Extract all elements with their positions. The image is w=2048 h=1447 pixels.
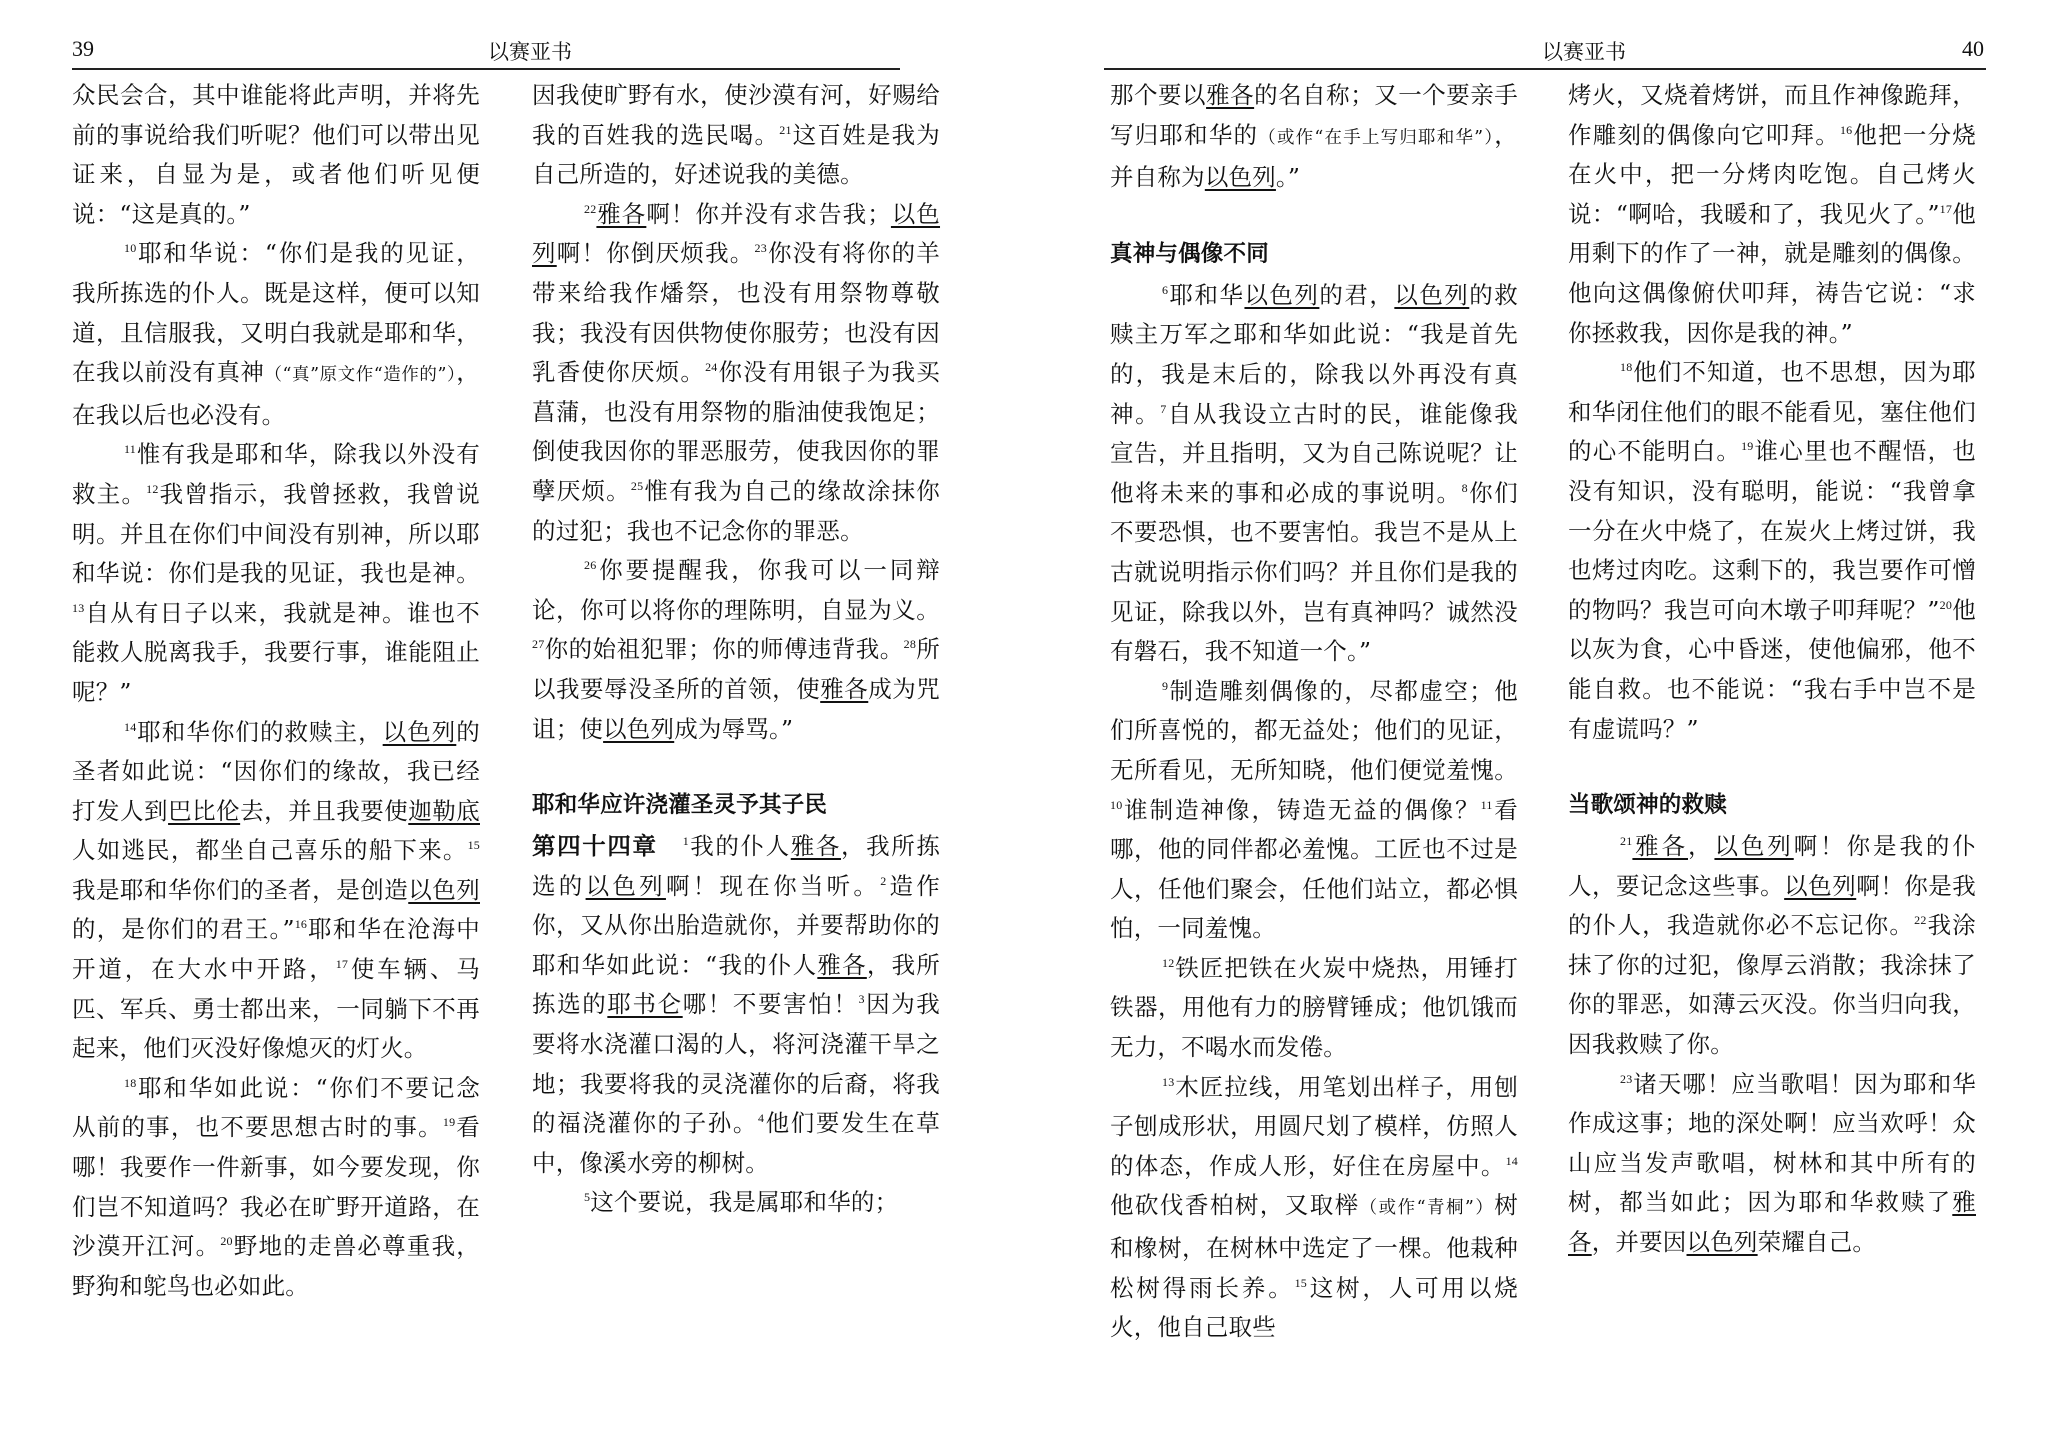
paragraph: $^{13}$木匠拉线，用笔划出样子，用刨子刨成形状，用圆尺划了模样，仿照人的体态，作成人形，好住在房屋中。$^{14}$他砍伐香柏树，又取榉（或作“青桐”）树和橡树，在树林中选定了一棵。他栽种松树得雨长养。$^{15}$这树，人可用以烧火，他自己取些: [1110, 1072, 1518, 1342]
paragraph: 那个要以雅各的名自称；又一个要亲手写归耶和华的（或作“在手上写归耶和华”），并自称为以色列。”: [1110, 81, 1518, 192]
paragraph: $^{18}$他们不知道，也不思想，因为耶和华闭住他们的眼不能看见，塞住他们的心不能明白。$^{19}$谁心里也不醒悟，也没有知识，没有聪明，能说：“我曾拿一分在火中烧了，在炭火上烤过饼，我也烤过肉吃。这剩下的，我岂要作可憎的物吗？我岂可向木墩子叩拜呢？”$^{20}$他以灰为食，心中昏迷，使他偏邪，他不能自救。也不能说：“我右手中岂不是有虚谎吗？”: [1568, 358, 1976, 743]
section-heading: 真神与偶像不同: [1110, 240, 1269, 267]
paragraph: 因我使旷野有水，使沙漠有河，好赐给我的百姓我的选民喝。$^{21}$这百姓是我为自己所造的，好述说我的美德。: [532, 81, 941, 189]
section-heading: 当歌颂神的救赎: [1568, 792, 1727, 819]
paragraph: $^9$制造雕刻偶像的，尽都虚空；他们所喜悦的，都无益处；他们的见证，无所看见，无所知晓，他们便觉羞愧。$^{10}$谁制造神像，铸造无益的偶像？$^{11}$看哪，他的同伴都必羞愧。工匠也不过是人，任他们聚会，任他们站立，都必惧怕，一同羞愧。: [1110, 676, 1518, 943]
right-page-header: [1104, 34, 1986, 70]
running-title: 以赛亚书: [488, 40, 572, 64]
page-number: 39: [72, 36, 94, 61]
paragraph: $^{11}$惟有我是耶和华，除我以外没有救主。$^{12}$我曾指示，我曾拯救，我曾说明。并且在你们中间没有别神，所以耶和华说：你们是我的见证，我也是神。$^{13}$自从有日子以来，我就是神。谁也不能救人脱离我手，我要行事，谁能阻止呢？”: [72, 440, 480, 706]
section-heading: 耶和华应许浇灌圣灵予其子民: [532, 792, 828, 819]
paragraph: $^{12}$铁匠把铁在火炭中烧热，用锤打铁器，用他有力的膀臂锤成；他饥饿而无力，不喝水而发倦。: [1110, 953, 1518, 1062]
right-page: [1024, 0, 2048, 1447]
paragraph: 众民会合，其中谁能将此声明，并将先前的事说给我们听呢？他们可以带出见证来，自显为是，或者他们听见便说：“这是真的。”: [72, 81, 480, 228]
running-title: 以赛亚书: [1542, 40, 1626, 64]
paragraph: $^{10}$耶和华说：“你们是我的见证，我所拣选的仆人。既是这样，便可以知道，且信服我，又明白我就是耶和华，在我以前没有真神（“真”原文作“造作的”），在我以后也必没有。: [72, 239, 480, 429]
text-column: [532, 76, 940, 1223]
paragraph: 第四十四章 $^1$我的仆人雅各，我所拣选的以色列啊！现在你当听。$^2$造作你，又从你出胎造就你，并要帮助你的耶和华如此说：“我的仆人雅各，我所拣选的耶书仑哪！不要害怕！$^3$因为我要将水浇灌口渴的人，将河浇灌干旱之地；我要将我的灵浇灌你的后裔，将我的福浇灌你的子孙。$^4$他们要发生在草中，像溪水旁的柳树。: [532, 832, 941, 1177]
text-column: [72, 76, 480, 1306]
paragraph: $^5$这个要说，我是属耶和华的；: [584, 1188, 899, 1217]
left-page-header: [72, 34, 900, 70]
text-column: [1110, 76, 1518, 1348]
page-number: 40: [1962, 36, 1984, 61]
paragraph: $^{18}$耶和华如此说：“你们不要记念从前的事，也不要思想古时的事。$^{19}$看哪！我要作一件新事，如今要发现，你们岂不知道吗？我必在旷野开道路，在沙漠开江河。$^{20}$野地的走兽必尊重我，野狗和鸵鸟也必如此。: [72, 1073, 481, 1300]
paragraph: $^{14}$耶和华你们的救赎主，以色列的圣者如此说：“因你们的缘故，我已经打发人到巴比伦去，并且我要使迦勒底人如逃民，都坐自己喜乐的船下来。$^{15}$我是耶和华你们的圣者，是创造以色列的，是你们的君王。”$^{16}$耶和华在沧海中开道，在大水中开路，$^{17}$使车辆、马匹、军兵、勇士都出来，一同躺下不再起来，他们灭没好像熄灭的灯火。: [72, 717, 481, 1063]
paragraph: $^6$耶和华以色列的君，以色列的救赎主万军之耶和华如此说：“我是首先的，我是末后的，除我以外再没有真神。$^7$自从我设立古时的民，谁能像我宣告，并且指明，又为自己陈说呢？让他将未来的事和必成的事说明。$^8$你们不要恐惧，也不要害怕。我岂不是从上古就说明指示你们吗？并且你们是我的见证，除我以外，岂有真神吗？诚然没有磐石，我不知道一个。”: [1110, 280, 1518, 666]
paragraph: $^{26}$你要提醒我，你我可以一同辩论，你可以将你的理陈明，自显为义。$^{27}$你的始祖犯罪；你的师傅违背我。$^{28}$所以我要辱没圣所的首领，使雅各成为咒诅；使以色列成为辱骂。”: [532, 556, 941, 743]
text-column: [1568, 76, 1976, 1263]
paragraph: $^{21}$雅各，以色列啊！你是我的仆人，要记念这些事。以色列啊！你是我的仆人，我造就你必不忘记你。$^{22}$我涂抹了你的过犯，像厚云消散；我涂抹了你的罪恶，如薄云灭没。你当归向我，因我救赎了你。: [1568, 832, 1977, 1059]
paragraph: $^{22}$雅各啊！你并没有求告我；以色列啊！你倒厌烦我。$^{23}$你没有将你的羊带来给我作燔祭，也没有用祭物尊敬我；我没有因供物使你服劳；也没有因乳香使你厌烦。$^{24}$你没有用银子为我买菖蒲，也没有用祭物的脂油使我饱足；倒使我因你的罪恶服劳，使我因你的罪孽厌烦。$^{25}$惟有我为自己的缘故涂抹你的过犯；我也不记念你的罪恶。: [532, 199, 941, 545]
paragraph: $^{23}$诸天哪！应当歌唱！因为耶和华作成这事；地的深处啊！应当欢呼！众山应当发声歌唱，树林和其中所有的树，都当如此；因为耶和华救赎了雅各，并要因以色列荣耀自己。: [1568, 1069, 1976, 1257]
paragraph: 烤火，又烧着烤饼，而且作神像跪拜，作雕刻的偶像向它叩拜。$^{16}$他把一分烧在火中，把一分烤肉吃饱。自己烤火说：“啊哈，我暖和了，我见火了。”$^{17}$他用剩下的作了一神，就是雕刻的偶像。他向这偶像俯伏叩拜，祷告它说：“求你拯救我，因你是我的神。”: [1568, 81, 1976, 347]
